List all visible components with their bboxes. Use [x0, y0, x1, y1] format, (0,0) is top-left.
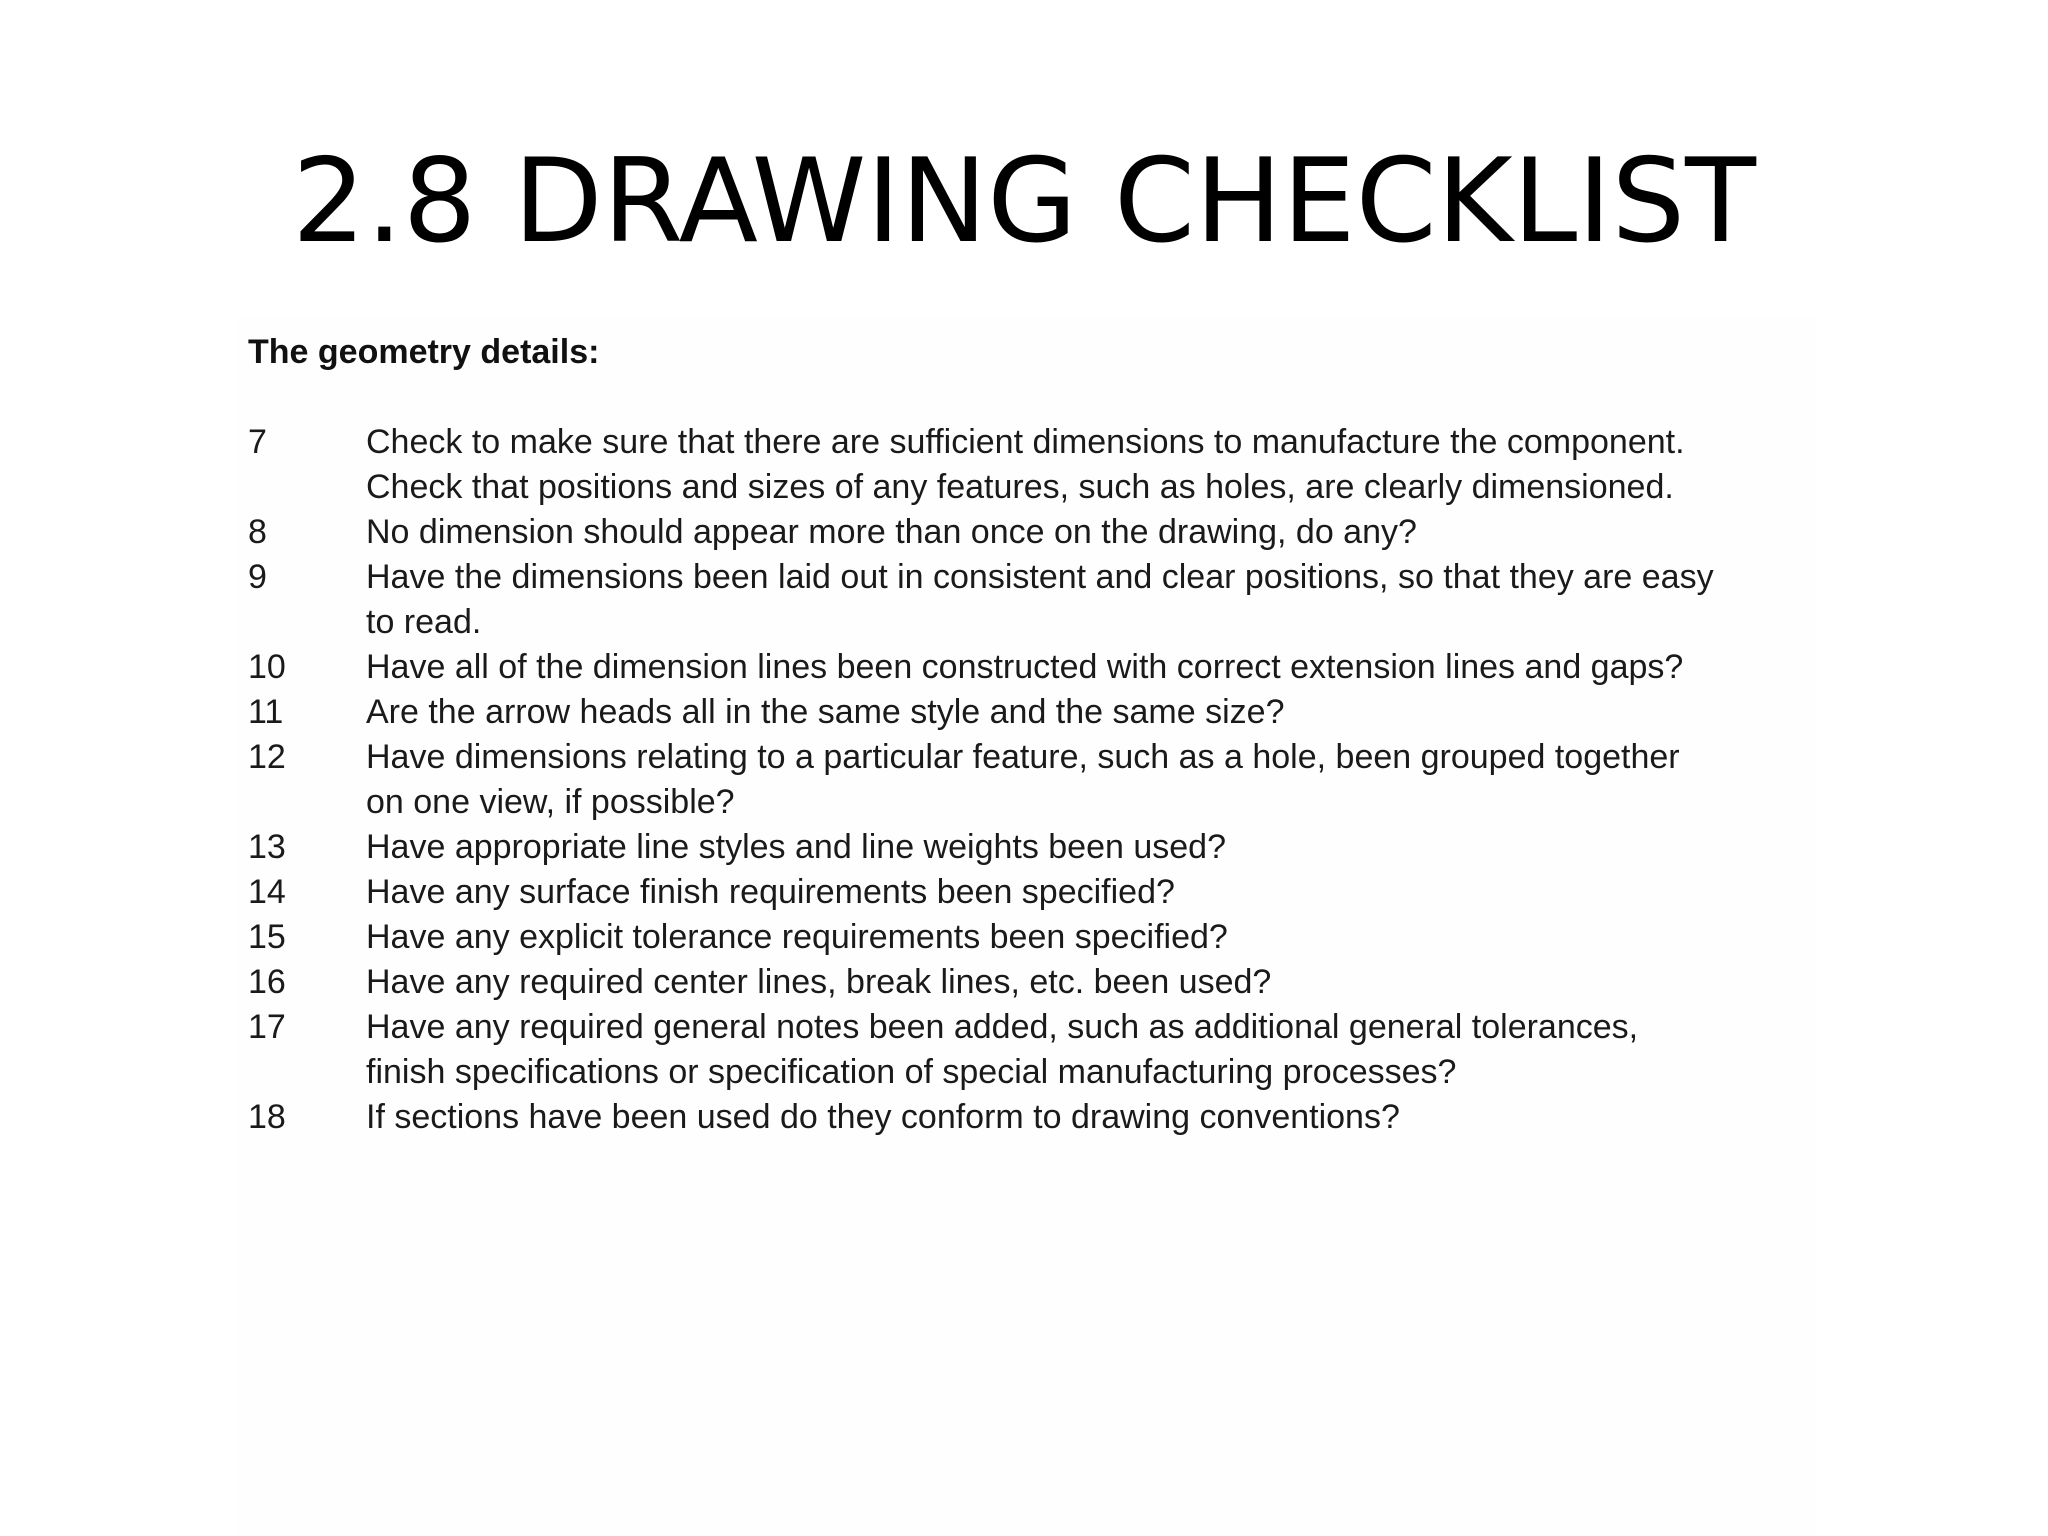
section-heading: The geometry details: [248, 333, 600, 371]
checklist-item [248, 645, 1808, 690]
item-number: 16 [248, 963, 286, 1001]
checklist-item [248, 915, 1808, 960]
item-number: 15 [248, 918, 286, 956]
item-text: Have all of the dimension lines been constructed with correct extension lines and gaps? [366, 648, 1684, 686]
checklist-item [248, 1005, 1808, 1095]
item-text: No dimension should appear more than once on the drawing, do any? [366, 513, 1417, 551]
checklist-item [248, 1095, 1808, 1140]
item-text: Have dimensions relating to a particular feature, such as a hole, been grouped together on one view, if possible? [366, 738, 1680, 821]
item-number: 10 [248, 648, 286, 686]
item-number: 18 [248, 1098, 286, 1136]
checklist [248, 420, 1808, 1140]
item-number: 17 [248, 1008, 286, 1046]
item-number: 7 [248, 423, 267, 461]
item-number: 13 [248, 828, 286, 866]
item-number: 11 [248, 693, 284, 731]
item-number: 9 [248, 558, 267, 596]
item-text: Are the arrow heads all in the same style and the same size? [366, 693, 1285, 731]
item-text: Have any surface finish requirements been specified? [366, 873, 1175, 911]
item-text: Have appropriate line styles and line weights been used? [366, 828, 1226, 866]
item-text: Have any explicit tolerance requirements been specified? [366, 918, 1228, 956]
checklist-item [248, 870, 1808, 915]
slide-title: 2.8 DRAWING CHECKLIST [292, 134, 1756, 269]
checklist-item [248, 960, 1808, 1005]
item-text: Have any required general notes been added, such as additional general tolerances, finish specifications or specification of special manufacturing processes? [366, 1008, 1639, 1091]
item-text: If sections have been used do they conform to drawing conventions? [366, 1098, 1400, 1136]
item-number: 8 [248, 513, 267, 551]
checklist-item [248, 690, 1808, 735]
checklist-item [248, 555, 1808, 645]
item-text: Have any required center lines, break lines, etc. been used? [366, 963, 1272, 1001]
checklist-item [248, 510, 1808, 555]
checklist-item [248, 825, 1808, 870]
checklist-item [248, 420, 1808, 510]
item-text: Have the dimensions been laid out in consistent and clear positions, so that they are easy to read. [366, 558, 1714, 641]
checklist-item [248, 735, 1808, 825]
item-number: 12 [248, 738, 286, 776]
item-number: 14 [248, 873, 286, 911]
item-text: Check to make sure that there are sufficient dimensions to manufacture the component. Check that positions and sizes of any features, such as holes, are clearly dimensioned. [366, 423, 1685, 506]
